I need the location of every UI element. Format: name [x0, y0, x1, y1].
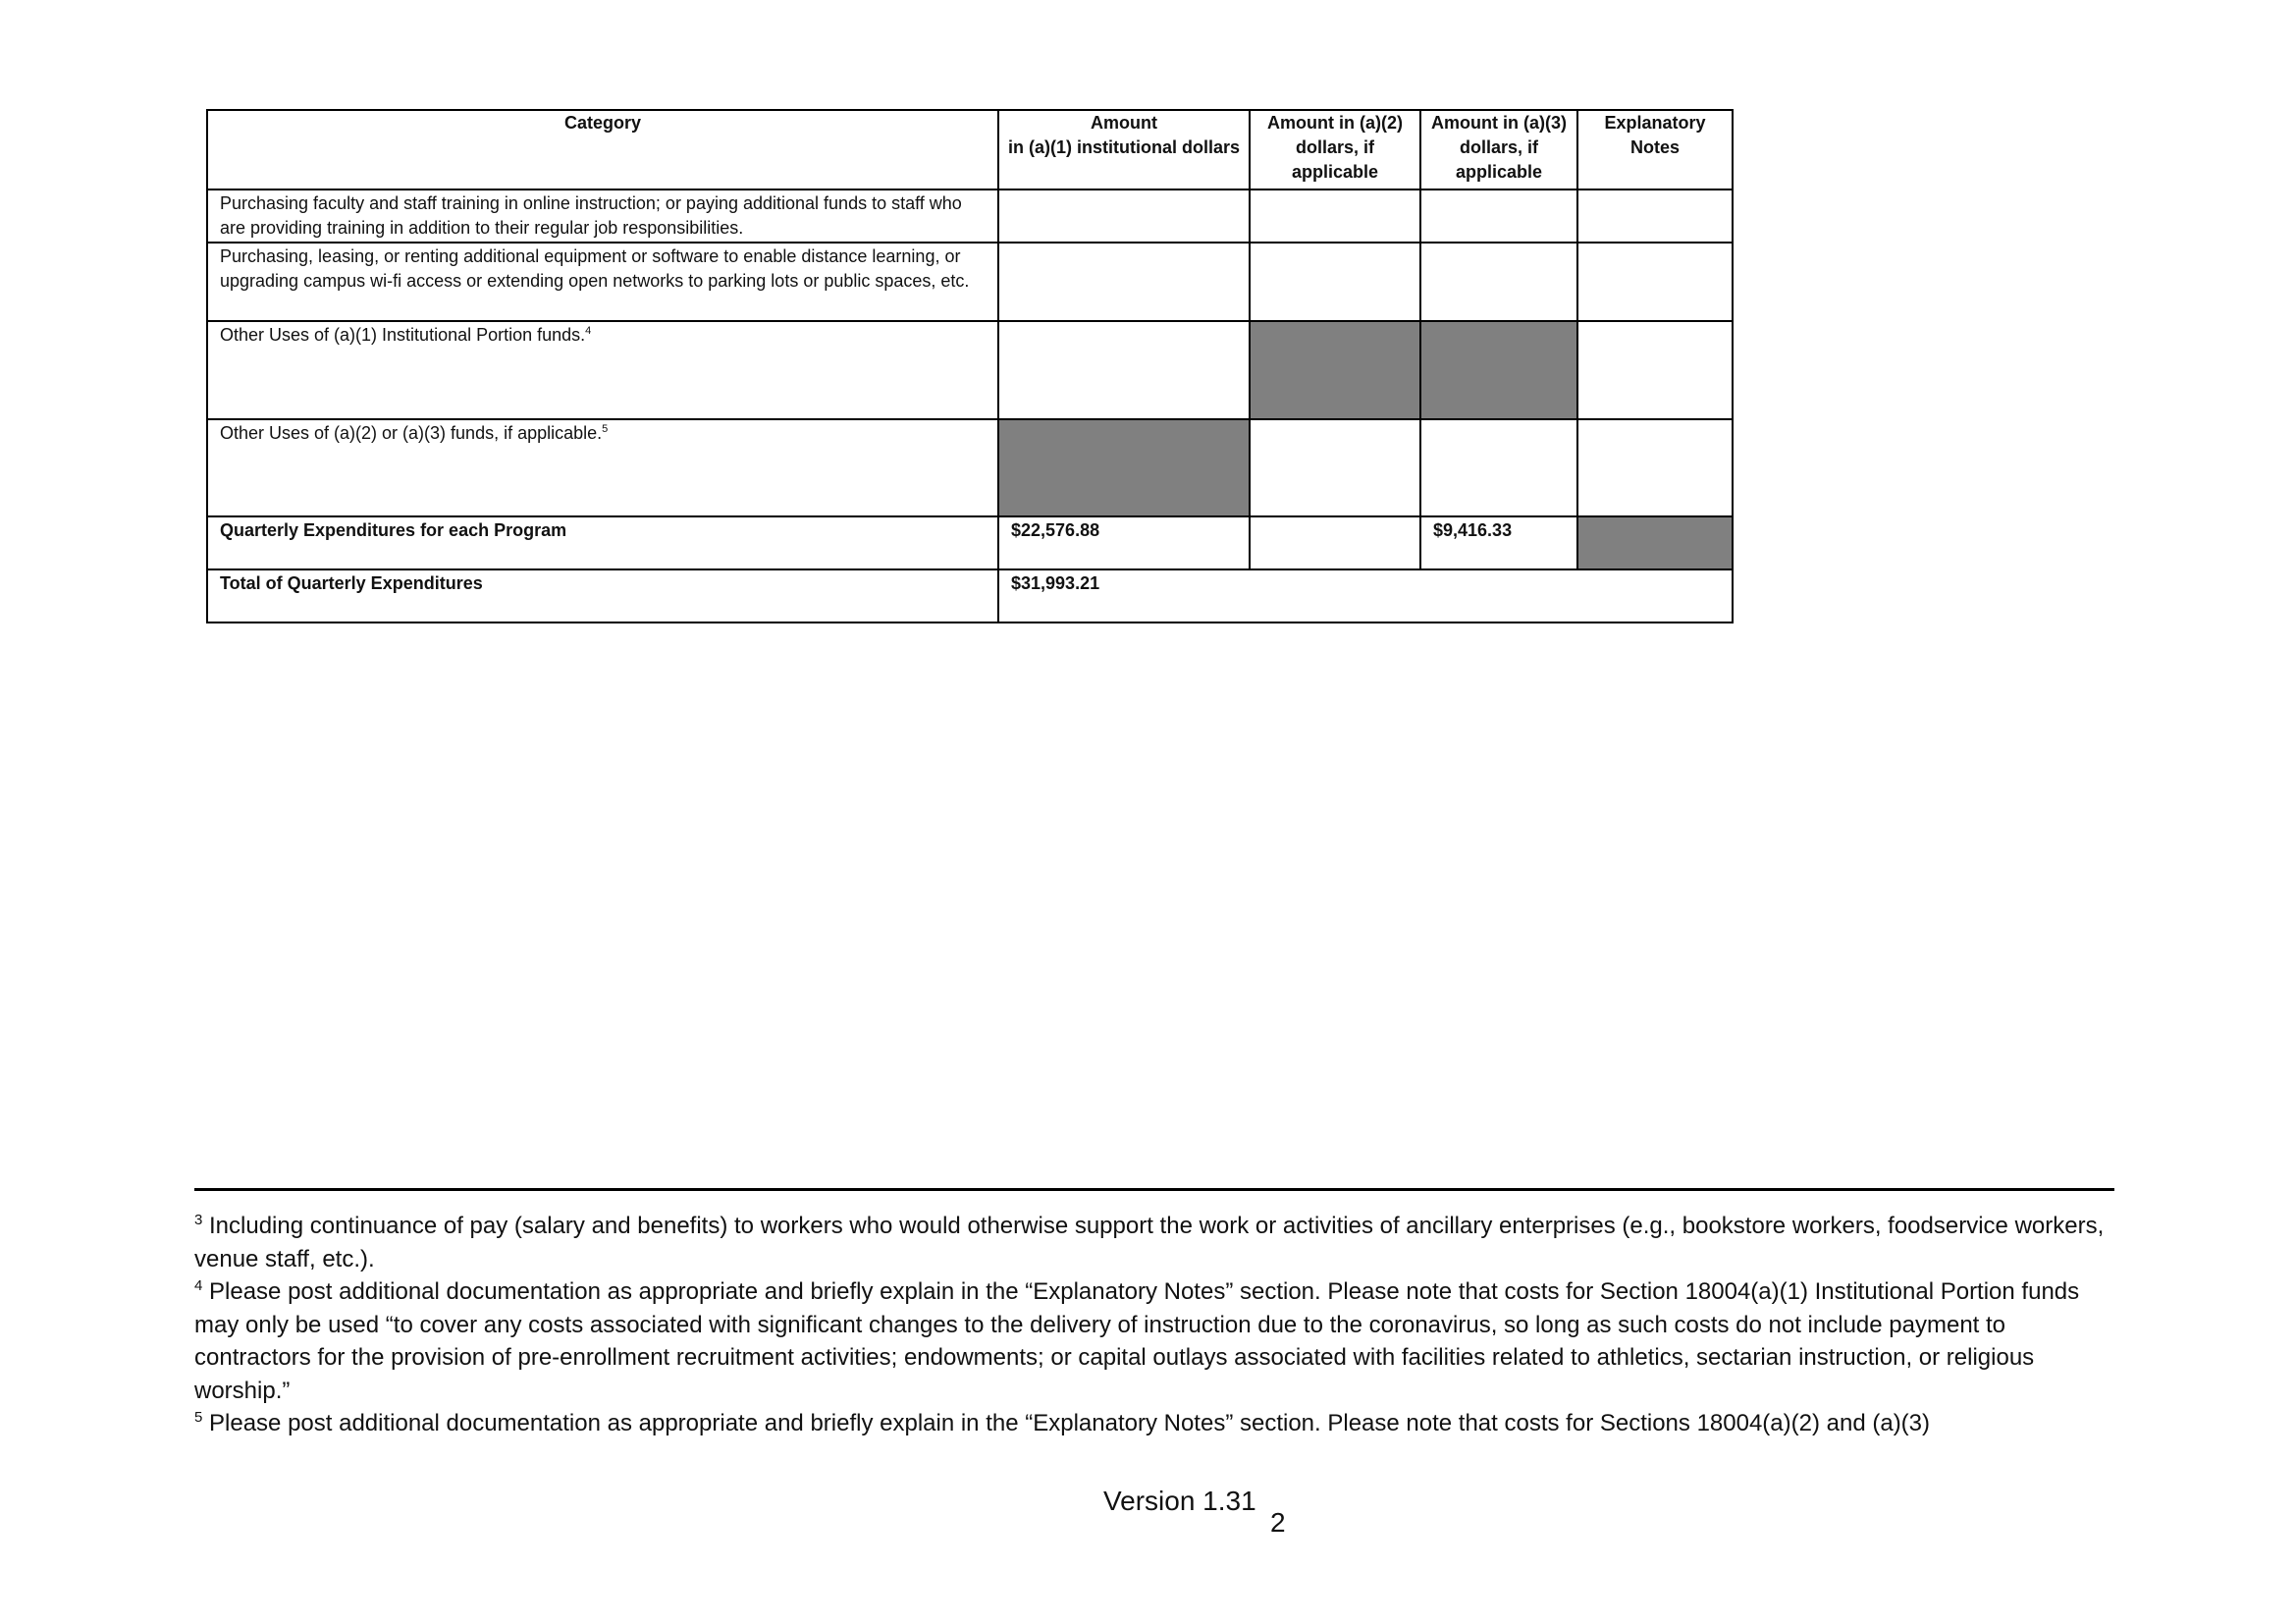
cell-notes	[1577, 321, 1733, 419]
footnote-number: 3	[194, 1212, 203, 1228]
row-category: Purchasing, leasing, or renting additional equipment or software to enable distance learning, or upgrading campus wi-fi access or extending open networks to parking lots or public spaces, etc.	[207, 243, 998, 321]
footnote-5	[194, 1407, 2118, 1440]
total-expenditures-row	[207, 569, 1733, 623]
footnote-text: Including continuance of pay (salary and benefits) to workers who would otherwise support the work or activities of ancillary enterprises (e.g., bookstore workers, foodservice workers, venue staff, etc.).	[194, 1213, 2105, 1272]
quarterly-a1-amount: $22,576.88	[998, 516, 1250, 569]
footnotes	[194, 1210, 2118, 1440]
shaded-cell-a1	[998, 419, 1250, 516]
table-row	[207, 243, 1733, 321]
footnote-ref-5: 5	[602, 423, 609, 435]
total-amount: $31,993.21	[998, 569, 1733, 623]
footnote-separator	[194, 1188, 2114, 1191]
footnote-3	[194, 1210, 2118, 1275]
row-category-text: Other Uses of (a)(2) or (a)(3) funds, if applicable.	[220, 423, 603, 443]
footnote-number: 4	[194, 1277, 203, 1294]
row-category: Total of Quarterly Expenditures	[207, 569, 998, 623]
quarterly-expenditures-row	[207, 516, 1733, 569]
cell-a3	[1420, 189, 1577, 243]
header-a2-amount: Amount in (a)(2) dollars, if applicable	[1250, 110, 1420, 189]
cell-notes	[1577, 243, 1733, 321]
footnote-text: Please post additional documentation as appropriate and briefly explain in the “Explanatory Notes” section. Please note that costs for Sections 18004(a)(2) and (a)(3)	[209, 1410, 1931, 1436]
cell-a1	[998, 189, 1250, 243]
row-category	[207, 419, 998, 516]
header-explanatory-notes: Explanatory Notes	[1577, 110, 1733, 189]
row-category-text: Other Uses of (a)(1) Institutional Portion funds.	[220, 325, 586, 345]
header-a1-line1: Amount	[1091, 113, 1157, 133]
row-category	[207, 321, 998, 419]
header-category: Category	[207, 110, 998, 189]
cell-a2	[1250, 243, 1420, 321]
shaded-cell-a3	[1420, 321, 1577, 419]
table-row	[207, 419, 1733, 516]
row-category: Purchasing faculty and staff training in online instruction; or paying additional funds to staff who are providing training in addition to their regular job responsibilities.	[207, 189, 998, 243]
header-a1-amount	[998, 110, 1250, 189]
header-a3-amount: Amount in (a)(3) dollars, if applicable	[1420, 110, 1577, 189]
shaded-cell-notes	[1577, 516, 1733, 569]
cell-a3	[1420, 419, 1577, 516]
quarterly-a3-amount: $9,416.33	[1420, 516, 1577, 569]
footnote-number: 5	[194, 1409, 203, 1426]
cell-a1	[998, 321, 1250, 419]
cell-a2	[1250, 189, 1420, 243]
header-a1-line2: in (a)(1) institutional dollars	[1007, 137, 1240, 157]
expenditure-table	[206, 109, 1734, 623]
footnote-text: Please post additional documentation as appropriate and briefly explain in the “Explanatory Notes” section. Please note that costs for Section 18004(a)(1) Institutional Portion funds may only be used “to cover any costs associated with significant changes to the delivery of instruction due to the coronavirus, so long as such costs do not include payment to contractors for the provision of pre-enrollment recruitment activities; endowments; or capital outlays associated with facilities related to athletics, sectarian instruction, or religious worship.”	[194, 1278, 2080, 1404]
table-row	[207, 189, 1733, 243]
cell-a3	[1420, 243, 1577, 321]
footnote-4	[194, 1275, 2118, 1407]
version-label: Version 1.31	[1103, 1486, 1256, 1516]
table-row	[207, 321, 1733, 419]
quarterly-a2-amount	[1250, 516, 1420, 569]
footnote-ref-4: 4	[585, 325, 592, 337]
row-category: Quarterly Expenditures for each Program	[207, 516, 998, 569]
page-number: 2	[1270, 1507, 1286, 1538]
cell-a1	[998, 243, 1250, 321]
shaded-cell-a2	[1250, 321, 1420, 419]
cell-notes	[1577, 419, 1733, 516]
cell-a2	[1250, 419, 1420, 516]
cell-notes	[1577, 189, 1733, 243]
table-header-row	[207, 110, 1733, 189]
